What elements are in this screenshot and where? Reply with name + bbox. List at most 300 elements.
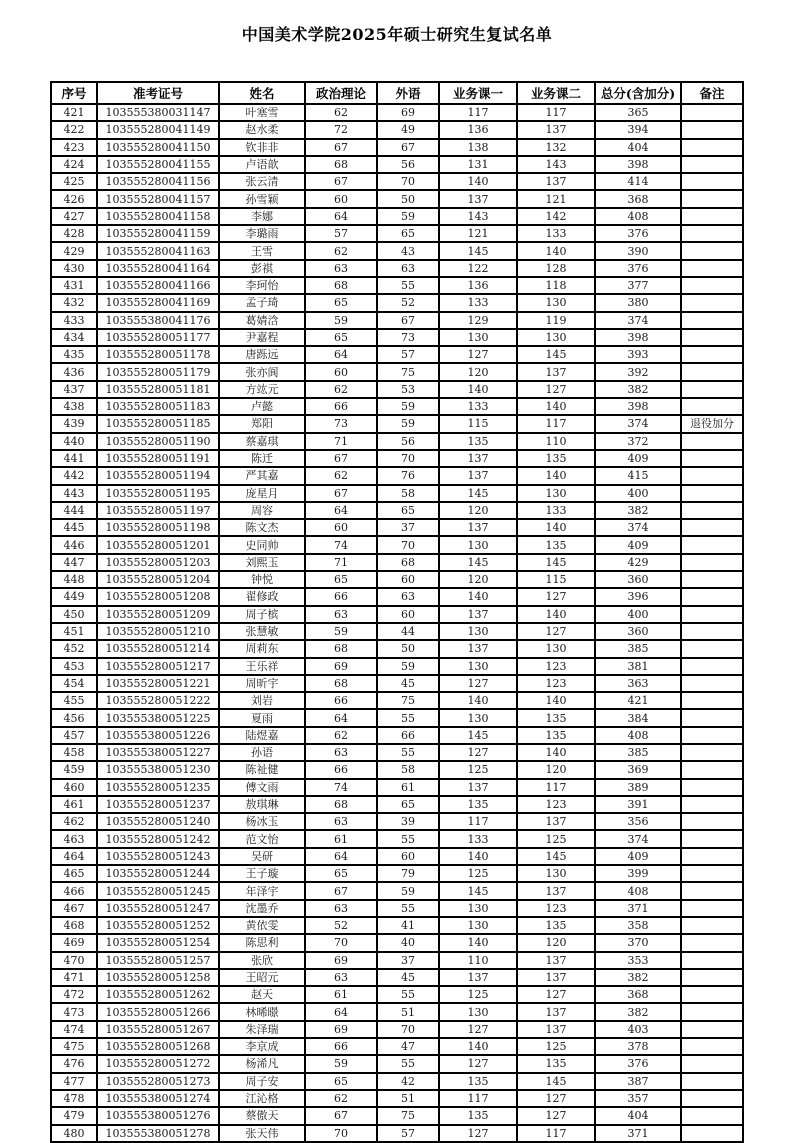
cell-politics: 66: [305, 692, 377, 709]
cell-foreign-language: 76: [377, 467, 439, 484]
cell-name: 林晞暻: [219, 1003, 305, 1020]
cell-exam-id: 103555280051221: [97, 675, 219, 692]
cell-name: 赵水柔: [219, 121, 305, 138]
cell-name: 周容: [219, 502, 305, 519]
cell-name: 李娜: [219, 208, 305, 225]
table-row: [51, 346, 743, 363]
cell-course-two: 143: [517, 156, 595, 173]
cell-index: 430: [51, 260, 97, 277]
cell-total-score: 374: [595, 312, 681, 329]
cell-name: 傅文雨: [219, 779, 305, 796]
cell-index: 474: [51, 1021, 97, 1038]
cell-politics: 68: [305, 156, 377, 173]
cell-foreign-language: 65: [377, 796, 439, 813]
cell-course-one: 129: [439, 312, 517, 329]
cell-exam-id: 103555280051268: [97, 1038, 219, 1055]
cell-course-two: 119: [517, 312, 595, 329]
cell-remark: [681, 329, 743, 346]
cell-total-score: 377: [595, 277, 681, 294]
cell-course-one: 136: [439, 121, 517, 138]
cell-course-two: 123: [517, 675, 595, 692]
cell-name: 王子璇: [219, 865, 305, 882]
cell-course-two: 127: [517, 588, 595, 605]
table-row: [51, 813, 743, 830]
table-row: [51, 796, 743, 813]
cell-name: 彭祺: [219, 260, 305, 277]
cell-index: 479: [51, 1107, 97, 1124]
cell-exam-id: 103555380051230: [97, 761, 219, 778]
cell-course-two: 135: [517, 1055, 595, 1072]
cell-remark: [681, 190, 743, 207]
cell-foreign-language: 43: [377, 242, 439, 259]
cell-course-one: 145: [439, 242, 517, 259]
cell-total-score: 393: [595, 346, 681, 363]
cell-politics: 65: [305, 1073, 377, 1090]
cell-foreign-language: 63: [377, 260, 439, 277]
cell-course-two: 137: [517, 969, 595, 986]
cell-foreign-language: 73: [377, 329, 439, 346]
cell-politics: 67: [305, 139, 377, 156]
cell-course-two: 130: [517, 329, 595, 346]
cell-remark: [681, 225, 743, 242]
cell-course-one: 127: [439, 1021, 517, 1038]
cell-politics: 60: [305, 519, 377, 536]
cell-course-two: 145: [517, 848, 595, 865]
cell-politics: 66: [305, 588, 377, 605]
cell-index: 468: [51, 917, 97, 934]
cell-name: 张欣: [219, 952, 305, 969]
cell-name: 叶塞雪: [219, 104, 305, 121]
cell-exam-id: 103555280051214: [97, 640, 219, 657]
cell-politics: 68: [305, 675, 377, 692]
cell-total-score: 371: [595, 900, 681, 917]
table-row: [51, 329, 743, 346]
cell-name: 周莉东: [219, 640, 305, 657]
cell-name: 黄依雯: [219, 917, 305, 934]
cell-exam-id: 103555380051225: [97, 709, 219, 726]
cell-course-one: 125: [439, 761, 517, 778]
cell-total-score: 365: [595, 104, 681, 121]
cell-exam-id: 103555280051262: [97, 986, 219, 1003]
cell-remark: [681, 1038, 743, 1055]
cell-exam-id: 103555280051194: [97, 467, 219, 484]
cell-total-score: 399: [595, 865, 681, 882]
cell-name: 钟悦: [219, 571, 305, 588]
cell-course-one: 137: [439, 969, 517, 986]
cell-course-two: 130: [517, 640, 595, 657]
cell-exam-id: 103555280051242: [97, 830, 219, 847]
cell-course-one: 133: [439, 294, 517, 311]
table-row: [51, 363, 743, 380]
cell-foreign-language: 50: [377, 190, 439, 207]
cell-course-two: 140: [517, 692, 595, 709]
cell-remark: [681, 450, 743, 467]
cell-remark: [681, 208, 743, 225]
cell-course-one: 115: [439, 415, 517, 432]
cell-exam-id: 103555280051181: [97, 381, 219, 398]
cell-exam-id: 103555280051240: [97, 813, 219, 830]
cell-total-score: 403: [595, 1021, 681, 1038]
cell-exam-id: 103555280051197: [97, 502, 219, 519]
cell-name: 吴研: [219, 848, 305, 865]
cell-remark: [681, 467, 743, 484]
cell-politics: 71: [305, 433, 377, 450]
cell-politics: 67: [305, 450, 377, 467]
cell-exam-id: 103555280041155: [97, 156, 219, 173]
cell-course-one: 140: [439, 934, 517, 951]
table-row: [51, 225, 743, 242]
cell-course-one: 145: [439, 882, 517, 899]
cell-index: 458: [51, 744, 97, 761]
cell-course-one: 130: [439, 917, 517, 934]
cell-remark: [681, 709, 743, 726]
cell-course-one: 135: [439, 1107, 517, 1124]
cell-course-two: 137: [517, 363, 595, 380]
cell-remark: [681, 779, 743, 796]
cell-course-two: 135: [517, 450, 595, 467]
cell-course-one: 130: [439, 900, 517, 917]
cell-name: 方竑元: [219, 381, 305, 398]
cell-name: 孟子琦: [219, 294, 305, 311]
cell-foreign-language: 55: [377, 830, 439, 847]
cell-exam-id: 103555280051198: [97, 519, 219, 536]
cell-politics: 72: [305, 121, 377, 138]
table-row: [51, 173, 743, 190]
header-cell-remark: 备注: [681, 82, 743, 104]
cell-foreign-language: 75: [377, 363, 439, 380]
cell-total-score: 404: [595, 139, 681, 156]
cell-index: 475: [51, 1038, 97, 1055]
cell-politics: 65: [305, 865, 377, 882]
cell-exam-id: 103555280051258: [97, 969, 219, 986]
cell-politics: 60: [305, 190, 377, 207]
cell-total-score: 409: [595, 450, 681, 467]
cell-foreign-language: 52: [377, 294, 439, 311]
cell-remark: [681, 536, 743, 553]
cell-total-score: 391: [595, 796, 681, 813]
cell-exam-id: 103555280051209: [97, 606, 219, 623]
cell-index: 462: [51, 813, 97, 830]
cell-exam-id: 103555280051203: [97, 554, 219, 571]
table-row: [51, 139, 743, 156]
cell-name: 孙雪颖: [219, 190, 305, 207]
cell-politics: 74: [305, 536, 377, 553]
cell-total-score: 396: [595, 588, 681, 605]
cell-index: 472: [51, 986, 97, 1003]
table-row: [51, 1055, 743, 1072]
cell-course-one: 127: [439, 744, 517, 761]
cell-index: 428: [51, 225, 97, 242]
cell-course-two: 118: [517, 277, 595, 294]
cell-foreign-language: 42: [377, 1073, 439, 1090]
cell-exam-id: 103555280051252: [97, 917, 219, 934]
cell-course-one: 130: [439, 329, 517, 346]
table-row: [51, 969, 743, 986]
table-row: [51, 277, 743, 294]
cell-total-score: 360: [595, 571, 681, 588]
cell-index: 454: [51, 675, 97, 692]
cell-total-score: 387: [595, 1073, 681, 1090]
cell-index: 448: [51, 571, 97, 588]
cell-total-score: 353: [595, 952, 681, 969]
cell-index: 452: [51, 640, 97, 657]
cell-foreign-language: 60: [377, 606, 439, 623]
header-cell-course-two: 业务课二: [517, 82, 595, 104]
cell-index: 437: [51, 381, 97, 398]
cell-total-score: 357: [595, 1090, 681, 1107]
cell-politics: 74: [305, 779, 377, 796]
cell-course-one: 117: [439, 104, 517, 121]
cell-course-two: 127: [517, 623, 595, 640]
cell-name: 李璐雨: [219, 225, 305, 242]
cell-total-score: 374: [595, 415, 681, 432]
cell-course-two: 140: [517, 606, 595, 623]
cell-course-one: 137: [439, 450, 517, 467]
cell-remark: [681, 571, 743, 588]
cell-politics: 62: [305, 242, 377, 259]
cell-total-score: 376: [595, 225, 681, 242]
cell-course-two: 117: [517, 104, 595, 121]
cell-name: 卢懿: [219, 398, 305, 415]
cell-course-two: 133: [517, 502, 595, 519]
cell-exam-id: 103555280051273: [97, 1073, 219, 1090]
cell-politics: 68: [305, 796, 377, 813]
cell-foreign-language: 56: [377, 433, 439, 450]
cell-foreign-language: 41: [377, 917, 439, 934]
cell-course-one: 133: [439, 830, 517, 847]
cell-remark: [681, 1090, 743, 1107]
cell-course-two: 140: [517, 744, 595, 761]
cell-name: 江沁格: [219, 1090, 305, 1107]
cell-politics: 69: [305, 1021, 377, 1038]
cell-exam-id: 103555280051185: [97, 415, 219, 432]
cell-remark: [681, 588, 743, 605]
cell-course-one: 127: [439, 1125, 517, 1142]
cell-index: 432: [51, 294, 97, 311]
cell-course-two: 137: [517, 882, 595, 899]
table-row: [51, 294, 743, 311]
cell-foreign-language: 55: [377, 1055, 439, 1072]
cell-index: 443: [51, 485, 97, 502]
cell-politics: 59: [305, 623, 377, 640]
cell-exam-id: 103555280051191: [97, 450, 219, 467]
cell-course-one: 135: [439, 433, 517, 450]
cell-course-two: 127: [517, 381, 595, 398]
cell-politics: 62: [305, 1090, 377, 1107]
cell-exam-id: 103555280051222: [97, 692, 219, 709]
cell-total-score: 381: [595, 658, 681, 675]
table-row: [51, 536, 743, 553]
cell-total-score: 400: [595, 485, 681, 502]
cell-course-two: 115: [517, 571, 595, 588]
cell-name: 赵天: [219, 986, 305, 1003]
cell-remark: [681, 952, 743, 969]
cell-exam-id: 103555280041149: [97, 121, 219, 138]
cell-course-two: 125: [517, 830, 595, 847]
cell-course-one: 130: [439, 623, 517, 640]
cell-index: 446: [51, 536, 97, 553]
cell-remark: [681, 813, 743, 830]
header-cell-index: 序号: [51, 82, 97, 104]
cell-course-two: 127: [517, 986, 595, 1003]
cell-politics: 70: [305, 934, 377, 951]
cell-remark: [681, 917, 743, 934]
cell-course-two: 123: [517, 900, 595, 917]
header-cell-exam-id: 准考证号: [97, 82, 219, 104]
cell-total-score: 382: [595, 1003, 681, 1020]
cell-remark: [681, 139, 743, 156]
cell-index: 473: [51, 1003, 97, 1020]
cell-exam-id: 103555280051201: [97, 536, 219, 553]
cell-total-score: 368: [595, 190, 681, 207]
table-row: [51, 865, 743, 882]
cell-politics: 64: [305, 1003, 377, 1020]
cell-remark: [681, 381, 743, 398]
cell-politics: 66: [305, 1038, 377, 1055]
table-row: [51, 640, 743, 657]
table-row: [51, 744, 743, 761]
table-row: [51, 900, 743, 917]
table-row: [51, 121, 743, 138]
cell-politics: 65: [305, 571, 377, 588]
cell-index: 463: [51, 830, 97, 847]
cell-total-score: 400: [595, 606, 681, 623]
cell-foreign-language: 70: [377, 450, 439, 467]
cell-foreign-language: 75: [377, 692, 439, 709]
cell-remark: [681, 900, 743, 917]
cell-exam-id: 103555280051183: [97, 398, 219, 415]
cell-course-two: 127: [517, 1107, 595, 1124]
cell-politics: 57: [305, 225, 377, 242]
cell-total-score: 356: [595, 813, 681, 830]
cell-name: 卢语歆: [219, 156, 305, 173]
cell-index: 439: [51, 415, 97, 432]
cell-remark: [681, 744, 743, 761]
cell-course-two: 117: [517, 1125, 595, 1142]
header-cell-course-one: 业务课一: [439, 82, 517, 104]
cell-index: 456: [51, 709, 97, 726]
cell-course-two: 145: [517, 1073, 595, 1090]
cell-index: 433: [51, 312, 97, 329]
cell-remark: [681, 104, 743, 121]
cell-exam-id: 103555280051177: [97, 329, 219, 346]
cell-foreign-language: 70: [377, 173, 439, 190]
cell-remark: [681, 761, 743, 778]
cell-index: 449: [51, 588, 97, 605]
cell-course-one: 135: [439, 1073, 517, 1090]
cell-index: 469: [51, 934, 97, 951]
cell-exam-id: 103555380051227: [97, 744, 219, 761]
cell-foreign-language: 57: [377, 1125, 439, 1142]
cell-foreign-language: 58: [377, 761, 439, 778]
cell-exam-id: 103555280051247: [97, 900, 219, 917]
table-row: [51, 588, 743, 605]
cell-index: 431: [51, 277, 97, 294]
cell-foreign-language: 70: [377, 1021, 439, 1038]
cell-index: 427: [51, 208, 97, 225]
table-row: [51, 623, 743, 640]
cell-remark: [681, 1021, 743, 1038]
cell-index: 451: [51, 623, 97, 640]
cell-course-two: 130: [517, 865, 595, 882]
cell-total-score: 368: [595, 986, 681, 1003]
cell-exam-id: 103555280041150: [97, 139, 219, 156]
cell-name: 敖琪琳: [219, 796, 305, 813]
cell-exam-id: 103555280051272: [97, 1055, 219, 1072]
cell-index: 457: [51, 727, 97, 744]
table-row: [51, 104, 743, 121]
cell-total-score: 415: [595, 467, 681, 484]
cell-foreign-language: 45: [377, 675, 439, 692]
cell-foreign-language: 51: [377, 1003, 439, 1020]
cell-total-score: 371: [595, 1125, 681, 1142]
table-row: [51, 502, 743, 519]
table-row: [51, 986, 743, 1003]
cell-index: 434: [51, 329, 97, 346]
cell-foreign-language: 37: [377, 952, 439, 969]
page-title: 中国美术学院2025年硕士研究生复试名单: [241, 25, 553, 44]
cell-course-one: 137: [439, 190, 517, 207]
cell-exam-id: 103555380051226: [97, 727, 219, 744]
cell-course-one: 133: [439, 398, 517, 415]
table-row: [51, 554, 743, 571]
cell-foreign-language: 68: [377, 554, 439, 571]
table-row: [51, 830, 743, 847]
cell-total-score: 385: [595, 744, 681, 761]
cell-name: 史同帅: [219, 536, 305, 553]
cell-course-one: 140: [439, 588, 517, 605]
cell-total-score: 394: [595, 121, 681, 138]
cell-index: 461: [51, 796, 97, 813]
cell-index: 478: [51, 1090, 97, 1107]
cell-course-two: 128: [517, 260, 595, 277]
cell-course-one: 145: [439, 727, 517, 744]
cell-course-one: 130: [439, 536, 517, 553]
cell-course-two: 110: [517, 433, 595, 450]
table-body: [51, 104, 743, 1142]
cell-foreign-language: 53: [377, 381, 439, 398]
cell-foreign-language: 59: [377, 658, 439, 675]
cell-remark: 退役加分: [681, 415, 743, 432]
cell-course-two: 117: [517, 415, 595, 432]
cell-foreign-language: 60: [377, 571, 439, 588]
cell-name: 张慧敏: [219, 623, 305, 640]
cell-course-two: 140: [517, 519, 595, 536]
cell-course-one: 120: [439, 363, 517, 380]
cell-remark: [681, 969, 743, 986]
cell-course-two: 140: [517, 242, 595, 259]
cell-course-two: 121: [517, 190, 595, 207]
cell-exam-id: 103555280051195: [97, 485, 219, 502]
cell-politics: 52: [305, 917, 377, 934]
cell-index: 450: [51, 606, 97, 623]
cell-total-score: 414: [595, 173, 681, 190]
cell-course-one: 143: [439, 208, 517, 225]
cell-politics: 59: [305, 1055, 377, 1072]
cell-politics: 64: [305, 346, 377, 363]
cell-foreign-language: 55: [377, 709, 439, 726]
cell-course-one: 130: [439, 658, 517, 675]
cell-course-two: 137: [517, 173, 595, 190]
cell-exam-id: 103555380041176: [97, 312, 219, 329]
cell-politics: 59: [305, 312, 377, 329]
cell-course-one: 110: [439, 952, 517, 969]
cell-course-two: 132: [517, 139, 595, 156]
cell-course-one: 130: [439, 709, 517, 726]
cell-politics: 70: [305, 1125, 377, 1142]
cell-total-score: 421: [595, 692, 681, 709]
cell-foreign-language: 59: [377, 415, 439, 432]
